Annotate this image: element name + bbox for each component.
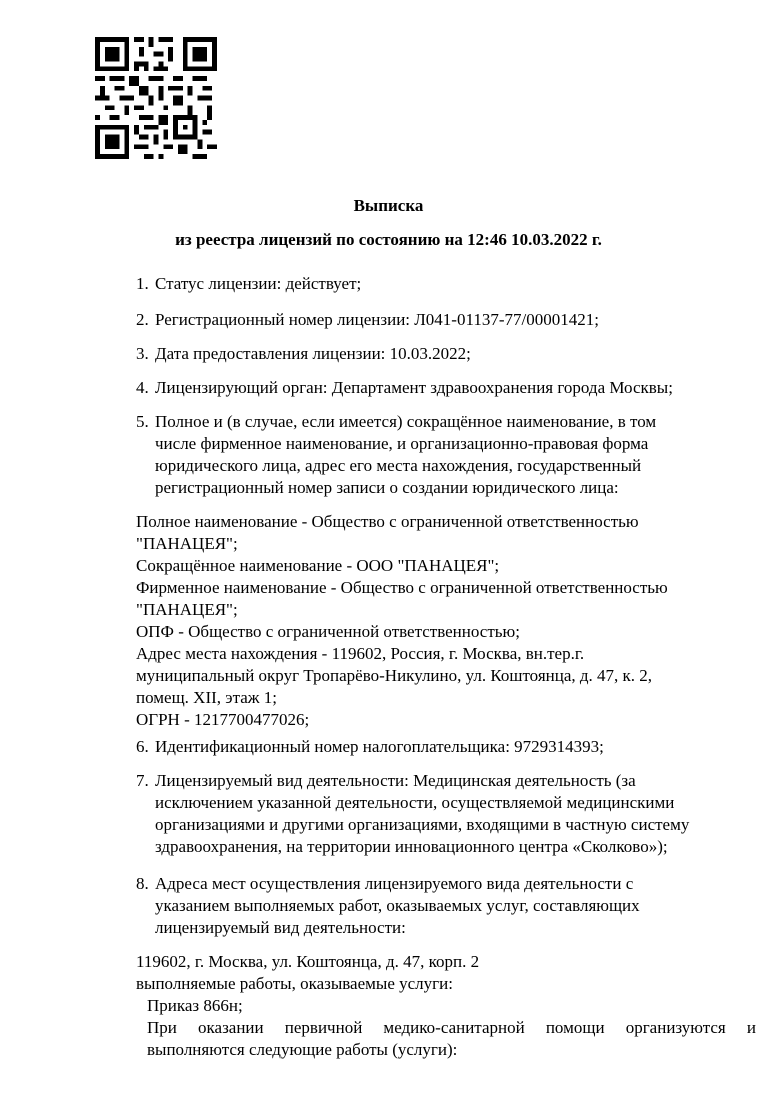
item-text-line: Лицензируемый вид деятельности: Медицинская деятельность (за xyxy=(155,771,636,790)
item-text-line: указанием выполняемых работ, оказываемых услуг, составляющих xyxy=(155,896,640,915)
item-text: Идентификационный номер налогоплательщика: 9729314393; xyxy=(155,737,604,756)
list-item-inn xyxy=(136,736,756,758)
org-brand-name: Фирменное наименование - Общество с ограниченной ответственностью xyxy=(136,578,668,597)
list-item-org-info xyxy=(136,411,756,499)
item-text: Регистрационный номер лицензии: Л041-01137-77/00001421; xyxy=(155,310,599,329)
org-address: Адрес места нахождения - 119602, Россия, г. Москва, вн.тер.г. xyxy=(136,644,585,663)
document-subtitle: из реестра лицензий по состоянию на 12:46 10.03.2022 г. xyxy=(175,230,602,249)
item-text-line: юридического лица, адрес его места нахождения, государственный xyxy=(155,456,642,475)
item-number: 8. xyxy=(136,874,149,893)
order-reference: Приказ 866н; xyxy=(147,996,243,1015)
org-full-name-cont: "ПАНАЦЕЯ"; xyxy=(136,534,238,553)
item-text: Статус лицензии: действует; xyxy=(155,274,362,293)
item-number: 7. xyxy=(136,771,149,790)
list-item-status xyxy=(136,273,756,295)
org-short-name: Сокращённое наименование - ООО "ПАНАЦЕЯ"; xyxy=(136,556,500,575)
list-item-addresses xyxy=(136,873,756,939)
works-label: выполняемые работы, оказываемые услуги: xyxy=(136,974,453,993)
org-full-name: Полное наименование - Общество с ограниченной ответственностью xyxy=(136,512,639,531)
item-text-line: лицензируемый вид деятельности: xyxy=(155,918,406,937)
list-item-date xyxy=(136,343,756,365)
org-details xyxy=(136,511,756,731)
list-item-authority xyxy=(136,377,756,399)
item-text-line: Адреса мест осуществления лицензируемого вида деятельности с xyxy=(155,874,634,893)
activity-address: 119602, г. Москва, ул. Коштоянца, д. 47, корп. 2 xyxy=(136,952,480,971)
item-number: 2. xyxy=(136,310,149,329)
list-item-reg-number xyxy=(136,309,756,331)
item-number: 6. xyxy=(136,737,149,756)
item-text-line: здравоохранения, на территории инновационного центра «Сколково»); xyxy=(155,837,668,856)
org-brand-name-cont: "ПАНАЦЕЯ"; xyxy=(136,600,238,619)
address-block xyxy=(136,951,756,1017)
org-ogrn: ОГРН - 1217700477026; xyxy=(136,710,310,729)
item-number: 1. xyxy=(136,274,149,293)
item-text-line: числе фирменное наименование, и организационно-правовая форма xyxy=(155,434,649,453)
item-text: Лицензирующий орган: Департамент здравоохранения города Москвы; xyxy=(155,378,673,397)
document-title: Выписка xyxy=(353,196,424,215)
qr-code-icon xyxy=(95,37,217,159)
list-item-activity xyxy=(136,770,756,858)
care-text: При оказании первичной медико-санитарной помощи организуются и выполняются следующие работы (услуги): xyxy=(147,1018,756,1059)
org-address-cont2: помещ. XII, этаж 1; xyxy=(136,688,277,707)
item-text-line: организациями и другими организациями, входящими в частную систему xyxy=(155,815,690,834)
org-address-cont: муниципальный округ Тропарёво-Никулино, ул. Коштоянца, д. 47, к. 2, xyxy=(136,666,653,685)
item-number: 5. xyxy=(136,412,149,431)
item-text-line: Полное и (в случае, если имеется) сокращённое наименование, в том xyxy=(155,412,657,431)
item-number: 4. xyxy=(136,378,149,397)
item-text: Дата предоставления лицензии: 10.03.2022; xyxy=(155,344,471,363)
item-text-line: регистрационный номер записи о создании юридического лица: xyxy=(155,478,619,497)
org-legal-form: ОПФ - Общество с ограниченной ответственностью; xyxy=(136,622,520,641)
item-number: 3. xyxy=(136,344,149,363)
item-text-line: исключением указанной деятельности, осуществляемой медицинскими xyxy=(155,793,675,812)
